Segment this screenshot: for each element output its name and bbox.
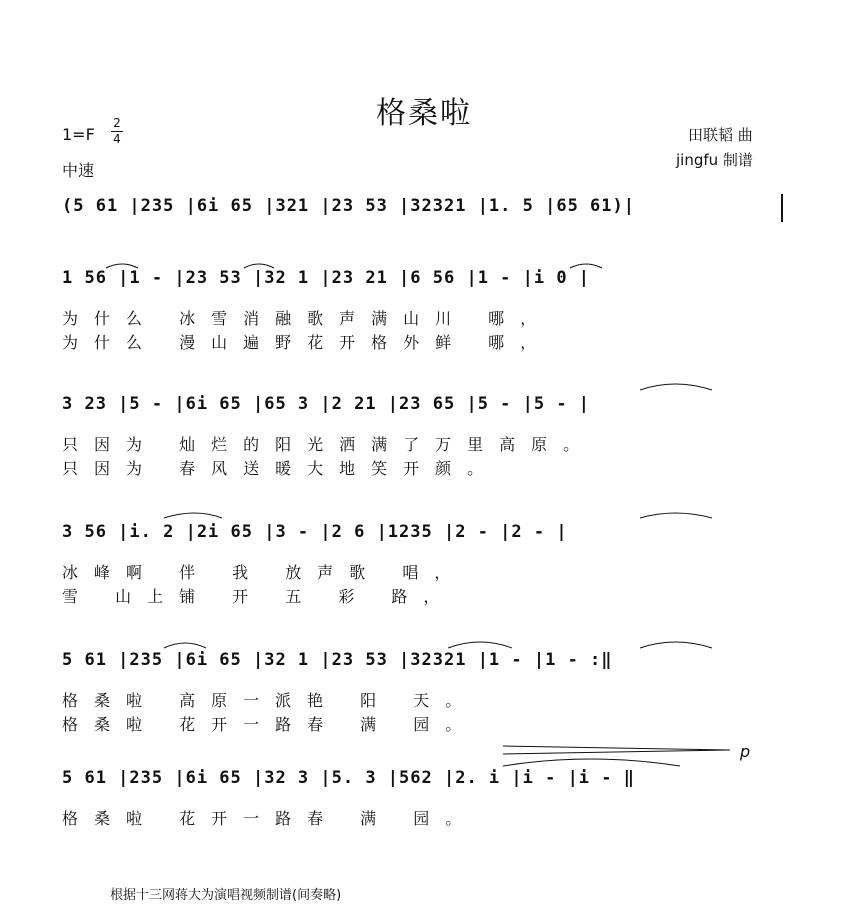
staff-notes: 5 61 |235 |6i 65 |32 1 |23 53 |32321 |1 - |1 - :‖ [62,650,613,670]
tempo-marking: 中速 [62,161,95,180]
staff-3 [0,384,848,480]
lyrics-verse-1: 格桑啦 花开一路春 满 园。 [62,809,478,828]
time-denominator: 4 [113,132,121,146]
lyrics-verse-2: 只因为 春风送暖大地笑开颜。 [62,459,500,478]
staff-notes: 1 56 |1 - |23 53 |32 1 |23 21 |6 56 |1 - |i 0 | [62,268,591,288]
dynamic-piano: p [740,742,751,761]
composer-credit: 田联韬 曲 [688,126,753,144]
source-note: 根据十三网蒋大为演唱视频制谱(间奏略) [110,888,342,903]
staff-6 [0,742,848,854]
staff-notes: 3 56 |i. 2 |2i 65 |3 - |2 6 |1235 |2 - |2 - | [62,522,568,542]
lyrics-verse-1: 只因为 灿烂的阳光洒满了万里高原。 [62,435,596,454]
staff-notes: (5 61 |235 |6i 65 |321 |23 53 |32321 |1. 5 |65 61)| [62,196,635,216]
staff-5 [0,640,848,736]
arranger-credit: jingfu 制谱 [676,151,753,169]
staff-notes: 5 61 |235 |6i 65 |32 3 |5. 3 |562 |2. i |i - |i - ‖ [62,768,635,788]
time-numerator: 2 [111,116,123,132]
lyrics-verse-1: 格桑啦 高原一派艳 阳 天。 [62,691,478,710]
lyrics-verse-1: 为什么 冰雪消融歌声满山川 哪， [62,309,553,328]
staff-notes: 3 23 |5 - |6i 65 |65 3 |2 21 |23 65 |5 - |5 - | [62,394,591,414]
lyrics-verse-2: 为什么 漫山遍野花开格外鲜 哪， [62,333,553,352]
lyrics-verse-2: 雪 山上铺 开 五 彩 路， [62,587,456,606]
staff-2 [0,258,848,354]
time-signature [111,116,123,147]
lyrics-verse-1: 冰峰啊 伴 我 放声歌 唱， [62,563,467,582]
key-signature: 1=F [62,125,95,144]
staff-4 [0,512,848,608]
lyrics-verse-2: 格桑啦 花开一路春 满 园。 [62,715,478,734]
score-title: 格桑啦 [376,96,472,131]
